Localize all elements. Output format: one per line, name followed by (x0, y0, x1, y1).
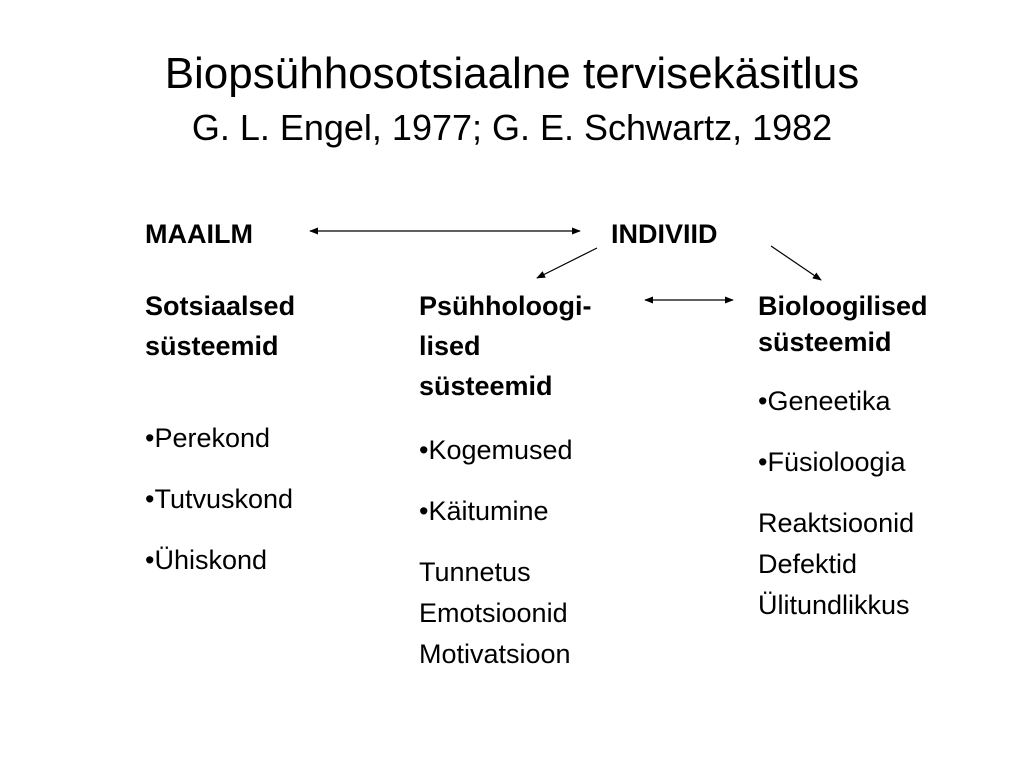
psych-heading-line1: Psühholoogi- (419, 291, 592, 321)
bio-plain-item: Ülitundlikkus (758, 590, 910, 620)
slide-subtitle: G. L. Engel, 1977; G. E. Schwartz, 1982 (191, 107, 833, 148)
world-label: MAAILM (145, 219, 253, 249)
individual-to-psych-arrow (537, 248, 597, 278)
psych-item: •Käitumine (419, 496, 549, 526)
bio-plain-item: Reaktsioonid (758, 508, 915, 538)
social-heading-line1: Sotsiaalsed (145, 291, 296, 321)
psych-plain-item: Emotsioonid (419, 598, 568, 628)
psych-item: •Kogemused (419, 435, 573, 465)
bio-heading-line1: Bioloogilised (758, 291, 928, 321)
psych-heading-line2: lised (419, 331, 481, 361)
bio-item: •Füsioloogia (758, 447, 906, 477)
biological-systems-column (758, 288, 928, 626)
social-systems-column (145, 286, 295, 580)
individual-to-bio-arrow (771, 246, 821, 280)
psych-plain-item: Motivatsioon (419, 639, 571, 669)
social-item: •Ühiskond (145, 545, 268, 575)
social-heading-line2: süsteemid (145, 331, 279, 361)
psychological-systems-column (419, 286, 591, 675)
social-item: •Perekond (145, 423, 271, 453)
individual-label: INDIVIID (611, 219, 718, 249)
psych-plain-item: Tunnetus (419, 557, 531, 587)
bio-heading-line2: süsteemid (758, 327, 892, 357)
bio-item: •Geneetika (758, 386, 891, 416)
slide-title: Biopsühhosotsiaalne tervisekäsitlus (164, 49, 860, 98)
bio-plain-item: Defektid (758, 549, 858, 579)
social-item: •Tutvuskond (145, 484, 294, 514)
psych-heading-line3: süsteemid (419, 371, 553, 401)
